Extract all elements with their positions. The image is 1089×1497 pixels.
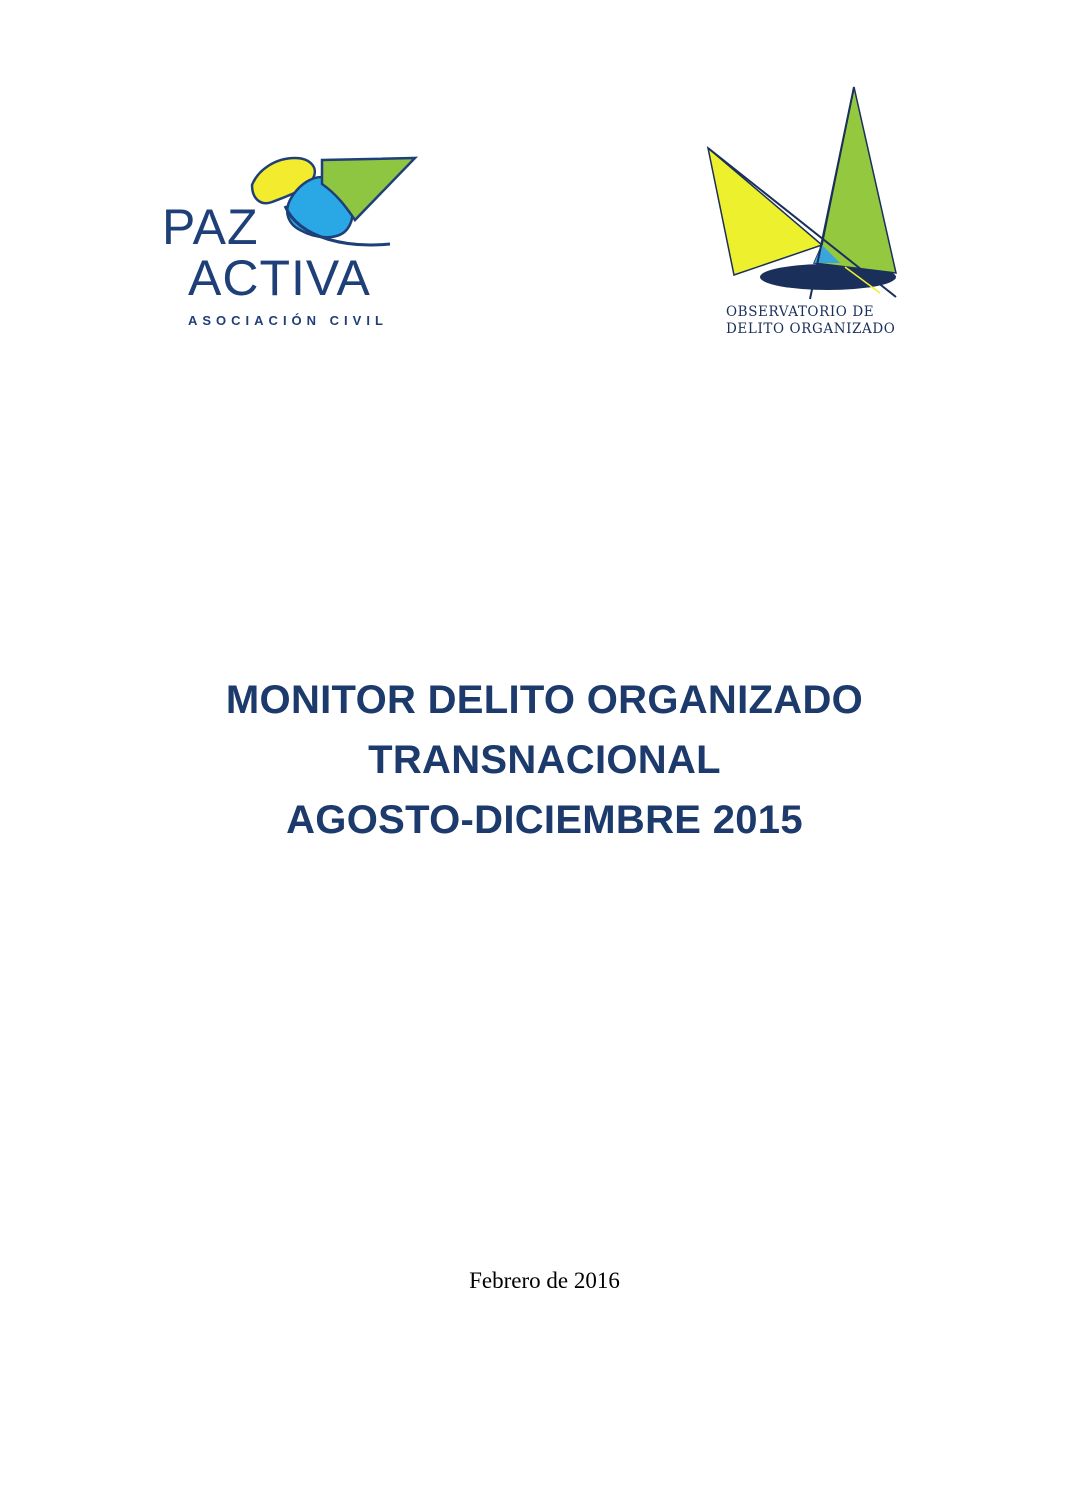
title-line-3: AGOSTO-DICIEMBRE 2015 xyxy=(286,798,803,842)
publication-date: Febrero de 2016 xyxy=(469,1268,620,1293)
observatorio-logo xyxy=(700,85,910,345)
paz-activa-line2: ACTIVA xyxy=(188,250,371,306)
observatorio-line2: DELITO ORGANIZADO xyxy=(726,321,896,337)
document-title xyxy=(0,670,1089,850)
title-line-2: TRANSNACIONAL xyxy=(368,738,721,782)
title-line-1: MONITOR DELITO ORGANIZADO xyxy=(225,678,864,722)
paz-activa-line1: PAZ xyxy=(162,199,259,255)
paz-activa-subtitle: ASOCIACIÓN CIVIL xyxy=(188,313,388,328)
paz-activa-logo xyxy=(150,140,440,340)
observatorio-emblem-icon xyxy=(700,85,910,305)
observatorio-line1: OBSERVATORIO DE xyxy=(726,304,875,320)
